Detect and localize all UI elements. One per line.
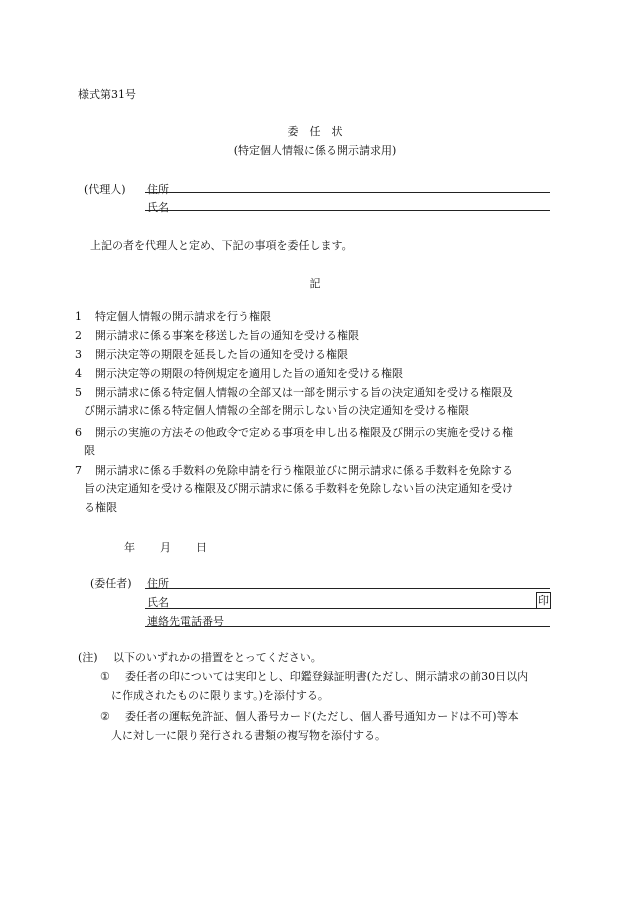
note-item-text: 委任者の運転免許証、個人番号カード(ただし、個人番号通知カードは不可)等本 xyxy=(125,710,519,723)
item-text: 開示の実施の方法その他政令で定める事項を申し出る権限及び開示の実施を受ける権 xyxy=(95,426,513,439)
principal-role-label: (委任者) xyxy=(90,577,132,590)
list-item xyxy=(75,383,555,402)
note-item-mark: ① xyxy=(100,670,110,683)
list-item xyxy=(75,461,555,480)
agent-name-label: 氏名 xyxy=(147,201,169,214)
note-item-mark: ② xyxy=(100,710,110,723)
list-item xyxy=(75,364,555,383)
item-number: 3 xyxy=(75,348,82,361)
item-number: 1 xyxy=(75,310,82,323)
item-text-continued: 限 xyxy=(84,444,95,457)
date-month-label: 月 xyxy=(160,541,171,554)
seal-box: 印 xyxy=(538,594,549,607)
ki-heading: 記 xyxy=(309,277,321,290)
note-item-text-continued: に作成されたものに限ります。)を添付する。 xyxy=(111,689,329,702)
list-item xyxy=(75,326,555,345)
principal-phone-label: 連絡先電話番号 xyxy=(147,615,224,628)
note-item-text-continued: 人に対し一に限り発行される書類の複写物を添付する。 xyxy=(111,729,386,742)
item-number: 2 xyxy=(75,329,82,342)
agent-name-line[interactable] xyxy=(145,210,550,211)
list-item xyxy=(75,307,555,326)
agent-role-label: (代理人) xyxy=(84,183,126,196)
item-text: 開示請求に係る手数料の免除申請を行う権限並びに開示請求に係る手数料を免除する xyxy=(95,464,513,477)
agent-address-label: 住所 xyxy=(147,183,169,196)
note-label: (注) xyxy=(78,651,98,664)
agent-address-line[interactable] xyxy=(145,192,550,193)
item-text: 開示請求に係る特定個人情報の全部又は一部を開示する旨の決定通知を受ける権限及 xyxy=(95,386,513,399)
item-text: 開示決定等の期限の特例規定を適用した旨の通知を受ける権限 xyxy=(95,367,403,380)
list-item xyxy=(75,345,555,364)
principal-name-label: 氏名 xyxy=(147,596,169,609)
principal-address-line[interactable] xyxy=(145,588,550,589)
note-intro: 以下のいずれかの措置をとってください。 xyxy=(113,651,322,664)
principal-address-label: 住所 xyxy=(147,577,169,590)
item-text-continued: る権限 xyxy=(84,501,117,514)
item-text-continued: び開示請求に係る特定個人情報の全部を開示しない旨の決定通知を受ける権限 xyxy=(84,404,469,417)
principal-name-line[interactable] xyxy=(145,608,550,609)
note-item-text: 委任者の印については実印とし、印鑑登録証明書(ただし、開示請求の前30日以内 xyxy=(125,670,529,683)
principal-phone-line[interactable] xyxy=(145,626,550,627)
document-subtitle: (特定個人情報に係る開示請求用) xyxy=(233,144,397,157)
item-number: 6 xyxy=(75,426,82,439)
form-number: 様式第31号 xyxy=(78,88,136,101)
item-text: 特定個人情報の開示請求を行う権限 xyxy=(95,310,271,323)
date-year-label: 年 xyxy=(124,541,135,554)
item-text: 開示請求に係る事案を移送した旨の通知を受ける権限 xyxy=(95,329,359,342)
item-text-continued: 旨の決定通知を受ける権限及び開示請求に係る手数料を免除しない旨の決定通知を受け xyxy=(84,482,513,495)
document-title: 委 任 状 xyxy=(287,125,343,138)
delegation-text: 上記の者を代理人と定め、下記の事項を委任します。 xyxy=(90,239,353,252)
item-number: 7 xyxy=(75,464,82,477)
item-number: 4 xyxy=(75,367,82,380)
item-text: 開示決定等の期限を延長した旨の通知を受ける権限 xyxy=(95,348,348,361)
item-number: 5 xyxy=(75,386,82,399)
list-item xyxy=(75,423,555,442)
date-day-label: 日 xyxy=(196,541,207,554)
